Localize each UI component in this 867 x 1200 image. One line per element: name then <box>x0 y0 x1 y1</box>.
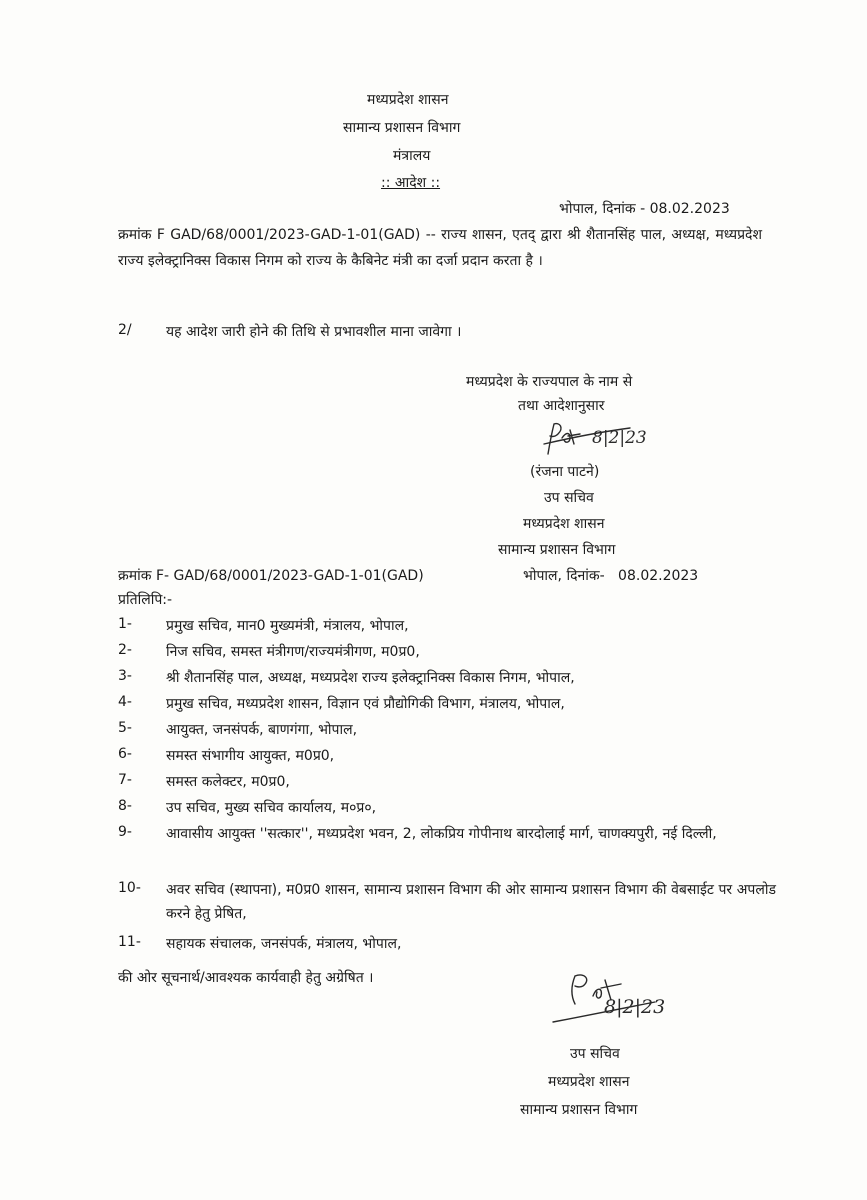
copy-item-text: प्रमुख सचिव, मध्यप्रदेश शासन, विज्ञान एवं प्रौद्योगिकी विभाग, मंत्रालय, भोपाल, <box>166 696 565 712</box>
sig2-designation: उप सचिव <box>570 1046 620 1062</box>
copy-label: प्रतिलिपि:- <box>118 592 173 608</box>
copy-item-text: निज सचिव, समस्त मंत्रीगण/राज्यमंत्रीगण, म0प्र0, <box>166 644 420 660</box>
copy-item-number: 1- <box>118 616 132 632</box>
copy-item-number: 2- <box>118 642 132 658</box>
copy-item-number: 6- <box>118 746 132 762</box>
header-government: मध्यप्रदेश शासन <box>367 92 449 108</box>
para2-text: यह आदेश जारी होने की तिथि से प्रभावशील माना जावेगा । <box>166 324 462 340</box>
copy-item-number: 7- <box>118 772 132 788</box>
sig1-designation: उप सचिव <box>544 490 594 506</box>
para2-number: 2/ <box>118 322 132 338</box>
header-order-title: :: आदेश :: <box>381 175 441 191</box>
copy-item-text: समस्त संभागीय आयुक्त, म0प्र0, <box>166 748 335 764</box>
sig1-line1: मध्यप्रदेश के राज्यपाल के नाम से <box>466 374 633 390</box>
header-department: सामान्य प्रशासन विभाग <box>343 120 461 136</box>
copy-item-text: श्री शैतानसिंह पाल, अध्यक्ष, मध्यप्रदेश राज्य इलेक्ट्रानिक्स विकास निगम, भोपाल, <box>166 670 575 686</box>
copy-item-text: प्रमुख सचिव, मान0 मुख्यमंत्री, मंत्रालय, भोपाल, <box>166 618 409 634</box>
endorsement-place-date: भोपाल, दिनांक- 08.02.2023 <box>523 568 699 584</box>
copy-item-number: 3- <box>118 668 132 684</box>
endorsement-number: क्रमांक F- GAD/68/0001/2023-GAD-1-01(GAD) <box>118 568 424 584</box>
signature-1-date: 8|2|23 <box>592 428 647 448</box>
copy-item-number: 4- <box>118 694 132 710</box>
signature-2-date: 8|2|23 <box>604 996 666 1018</box>
closing-line: की ओर सूचनार्थ/आवश्यक कार्यवाही हेतु अग्रेषित । <box>118 970 374 986</box>
order-place-date: भोपाल, दिनांक - 08.02.2023 <box>559 201 730 217</box>
copy-item-text: समस्त कलेक्टर, म0प्र0, <box>166 774 290 790</box>
copy-item-number: 5- <box>118 720 132 736</box>
copy-item-text: सहायक संचालक, जनसंपर्क, मंत्रालय, भोपाल, <box>166 936 402 952</box>
order-body: क्रमांक F GAD/68/0001/2023-GAD-1-01(GAD) -- राज्य शासन, एतद् द्वारा श्री शैतानसिंह पाल, अध्यक्ष, मध्यप्रदेश राज्य इलेक्ट्रानिक्स विकास निगम को राज्य के कैबिनेट मंत्री का दर्जा प्रदान करता है । <box>118 227 762 269</box>
copy-item-number: 11- <box>118 934 141 950</box>
copy-item-number: 9- <box>118 824 132 840</box>
copy-item-text: अवर सचिव (स्थापना), म0प्र0 शासन, सामान्य प्रशासन विभाग की ओर सामान्य प्रशासन विभाग की वेबसाईट पर अपलोड करने हेतु प्रेषित, <box>166 882 776 922</box>
sig1-name: (रंजना पाटने) <box>530 464 600 480</box>
sig1-office1: मध्यप्रदेश शासन <box>523 516 605 532</box>
copy-item-text: आयुक्त, जनसंपर्क, बाणगंगा, भोपाल, <box>166 722 358 738</box>
header-ministry: मंत्रालय <box>393 148 431 164</box>
sig2-office2: सामान्य प्रशासन विभाग <box>520 1102 638 1118</box>
sig1-office2: सामान्य प्रशासन विभाग <box>498 542 616 558</box>
copy-item-number: 8- <box>118 798 132 814</box>
copy-item-number: 10- <box>118 880 141 896</box>
copy-item-text: उप सचिव, मुख्य सचिव कार्यालय, म०प्र०, <box>166 800 377 816</box>
sig2-office1: मध्यप्रदेश शासन <box>548 1074 630 1090</box>
sig1-line2: तथा आदेशानुसार <box>518 398 605 414</box>
copy-item-text: आवासीय आयुक्त ''सत्कार'', मध्यप्रदेश भवन, 2, लोकप्रिय गोपीनाथ बारदोलाई मार्ग, चाणक्यपुरी, नई दिल्ली, <box>166 826 717 842</box>
